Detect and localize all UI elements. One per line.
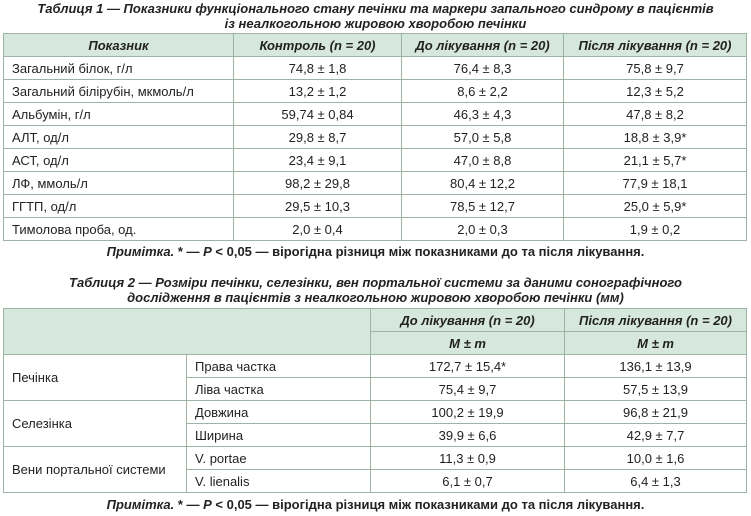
table1-cell: 77,9 ± 18,1 [564,172,747,195]
table2-caption-line2: дослідження в пацієнтів з неалкогольною жировою хворобою печінки (мм) [127,290,624,305]
table1-header-indicator: Показник [4,34,234,57]
table1-note-p: P [203,244,212,259]
table2-note-label: Примітка. [106,497,175,512]
table2-note-rest: < 0,05 — вірогідна різниця між показниками до та після лікування. [211,497,645,512]
table2-cell: 11,3 ± 0,9 [371,447,565,470]
table2-row [4,401,747,424]
table1-row-label: Загальний білок, г/л [4,57,234,80]
table1-row-label: ЛФ, ммоль/л [4,172,234,195]
table2-row-label: Ліва частка [187,378,371,401]
table1-row-label: АЛТ, од/л [4,126,234,149]
table1 [3,33,747,241]
table1-row-label: Тимолова проба, од. [4,218,234,241]
table2-cell: 75,4 ± 9,7 [371,378,565,401]
table1-cell: 78,5 ± 12,7 [402,195,564,218]
table1-cell: 2,0 ± 0,3 [402,218,564,241]
table2-cell: 100,2 ± 19,9 [371,401,565,424]
table2-group-label: Вени портальної системи [4,447,187,493]
table2-row [4,355,747,378]
table1-cell: 25,0 ± 5,9* [564,195,747,218]
table2-row-label: V. lienalis [187,470,371,493]
table1-caption-line1: Таблиця 1 — Показники функціонального стану печінки та маркери запального синдрому в пацієнтів [37,1,714,16]
table1-header-control: Контроль (n = 20) [234,34,402,57]
table2-row-label: V. portae [187,447,371,470]
table1-header-after: Після лікування (n = 20) [564,34,747,57]
table1-note [0,244,751,260]
table1-cell: 23,4 ± 9,1 [234,149,402,172]
table1-row [4,195,747,218]
table1-row [4,126,747,149]
table2-note-star: * — [174,497,204,512]
table2-header-row [4,309,747,332]
table1-row [4,172,747,195]
table2-cell: 10,0 ± 1,6 [565,447,747,470]
table2-caption [0,275,751,305]
table1-cell: 21,1 ± 5,7* [564,149,747,172]
table2 [3,308,747,493]
table1-row [4,103,747,126]
table1-note-label: Примітка. [106,244,175,259]
table1-cell: 47,8 ± 8,2 [564,103,747,126]
table1-cell: 57,0 ± 5,8 [402,126,564,149]
table1-cell: 74,8 ± 1,8 [234,57,402,80]
table2-cell: 96,8 ± 21,9 [565,401,747,424]
table1-row [4,57,747,80]
table1-cell: 80,4 ± 12,2 [402,172,564,195]
table1-cell: 75,8 ± 9,7 [564,57,747,80]
table2-subheader-before: M ± m [371,332,565,355]
table1-row-label: Альбумін, г/л [4,103,234,126]
table1-note-rest: < 0,05 — вірогідна різниця між показниками до та після лікування. [211,244,645,259]
table1-cell: 98,2 ± 29,8 [234,172,402,195]
table2-header-before: До лікування (n = 20) [371,309,565,332]
table2-row-label: Права частка [187,355,371,378]
table1-cell: 1,9 ± 0,2 [564,218,747,241]
table2-row-label: Довжина [187,401,371,424]
table1-cell: 18,8 ± 3,9* [564,126,747,149]
table1-cell: 46,3 ± 4,3 [402,103,564,126]
table1-cell: 13,2 ± 1,2 [234,80,402,103]
table2-note [0,497,751,513]
table1-cell: 12,3 ± 5,2 [564,80,747,103]
table2-cell: 6,1 ± 0,7 [371,470,565,493]
table2-header-empty [4,309,371,355]
table2-row-label: Ширина [187,424,371,447]
table1-cell: 59,74 ± 0,84 [234,103,402,126]
table2-group-label: Печінка [4,355,187,401]
table1-row-label: АСТ, од/л [4,149,234,172]
table1-cell: 29,5 ± 10,3 [234,195,402,218]
table2-cell: 42,9 ± 7,7 [565,424,747,447]
table1-header-row [4,34,747,57]
table1-header-before: До лікування (n = 20) [402,34,564,57]
table1-note-star: * — [174,244,204,259]
table2-cell: 57,5 ± 13,9 [565,378,747,401]
table2-note-p: P [203,497,212,512]
table1-cell: 2,0 ± 0,4 [234,218,402,241]
table1-cell: 76,4 ± 8,3 [402,57,564,80]
table1-cell: 8,6 ± 2,2 [402,80,564,103]
table1-row [4,80,747,103]
table1-cell: 47,0 ± 8,8 [402,149,564,172]
table1-row [4,149,747,172]
table2-cell: 6,4 ± 1,3 [565,470,747,493]
table2-subheader-after: M ± m [565,332,747,355]
table2-header-after: Після лікування (n = 20) [565,309,747,332]
table1-caption-line2: із неалкогольною жировою хворобою печінки [224,16,527,31]
table2-caption-line1: Таблиця 2 — Розміри печінки, селезінки, вен портальної системи за даними сонографічного [69,275,682,290]
table2-row [4,447,747,470]
table2-cell: 172,7 ± 15,4* [371,355,565,378]
table1-caption [0,1,751,31]
table1-row-label: Загальний білірубін, мкмоль/л [4,80,234,103]
table2-cell: 39,9 ± 6,6 [371,424,565,447]
table2-group-label: Селезінка [4,401,187,447]
table1-row-label: ГГТП, од/л [4,195,234,218]
table2-cell: 136,1 ± 13,9 [565,355,747,378]
table1-row [4,218,747,241]
table1-cell: 29,8 ± 8,7 [234,126,402,149]
